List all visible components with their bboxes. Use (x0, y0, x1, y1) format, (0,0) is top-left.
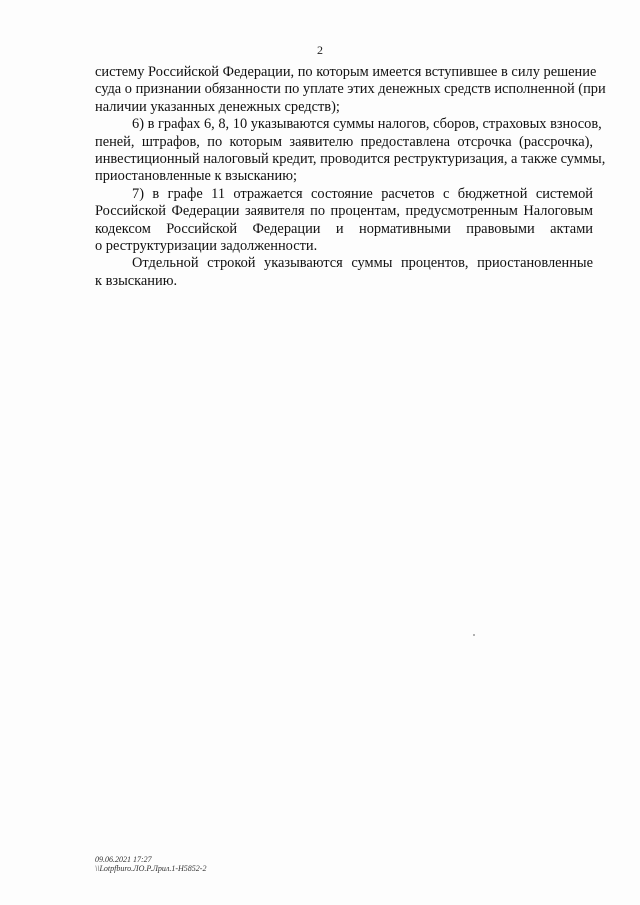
paragraph-item-6 (95, 116, 606, 186)
text-line: Российской Федерации заявителя по процентам, предусмотренным Налоговым (95, 203, 593, 220)
page-number: 2 (317, 43, 323, 57)
paragraph-separate-line (95, 255, 593, 290)
text-line: 6) в графах 6, 8, 10 указываются суммы налогов, сборов, страховых взносов, (132, 116, 602, 133)
text-line: Отдельной строкой указываются суммы процентов, приостановленные (132, 255, 593, 272)
footer-date: 09.06.2021 17:27 (95, 855, 152, 864)
text-line: приостановленные к взысканию; (95, 168, 297, 185)
text-line: к взысканию. (95, 272, 178, 289)
text-line: 7) в графе 11 отражается состояние расчетов с бюджетной системой (132, 185, 593, 202)
text-line: систему Российской Федерации, по которым имеется вступившее в силу решение (95, 64, 597, 80)
scan-speck (473, 634, 475, 636)
text-line: о реструктуризации задолженности. (95, 238, 318, 255)
text-line: инвестиционный налоговый кредит, проводится реструктуризация, а также суммы, (95, 151, 606, 168)
text-line: пеней, штрафов, по которым заявителю предоставлена отсрочка (рассрочка), (95, 133, 593, 150)
document-footer (95, 855, 206, 873)
text-line: наличии указанных денежных средств); (95, 98, 340, 115)
document-body (95, 64, 606, 290)
paragraph-continuation (95, 64, 606, 116)
text-line: кодексом Российской Федерации и нормативными правовыми актами (95, 220, 593, 237)
paragraph-item-7 (95, 186, 593, 256)
text-line: суда о признании обязанности по уплате этих денежных средств исполненной (при (95, 81, 606, 98)
footer-file-path: \\Lotpfburo.ЛО.Р.Лрил.1-Н5852-2 (95, 864, 207, 873)
